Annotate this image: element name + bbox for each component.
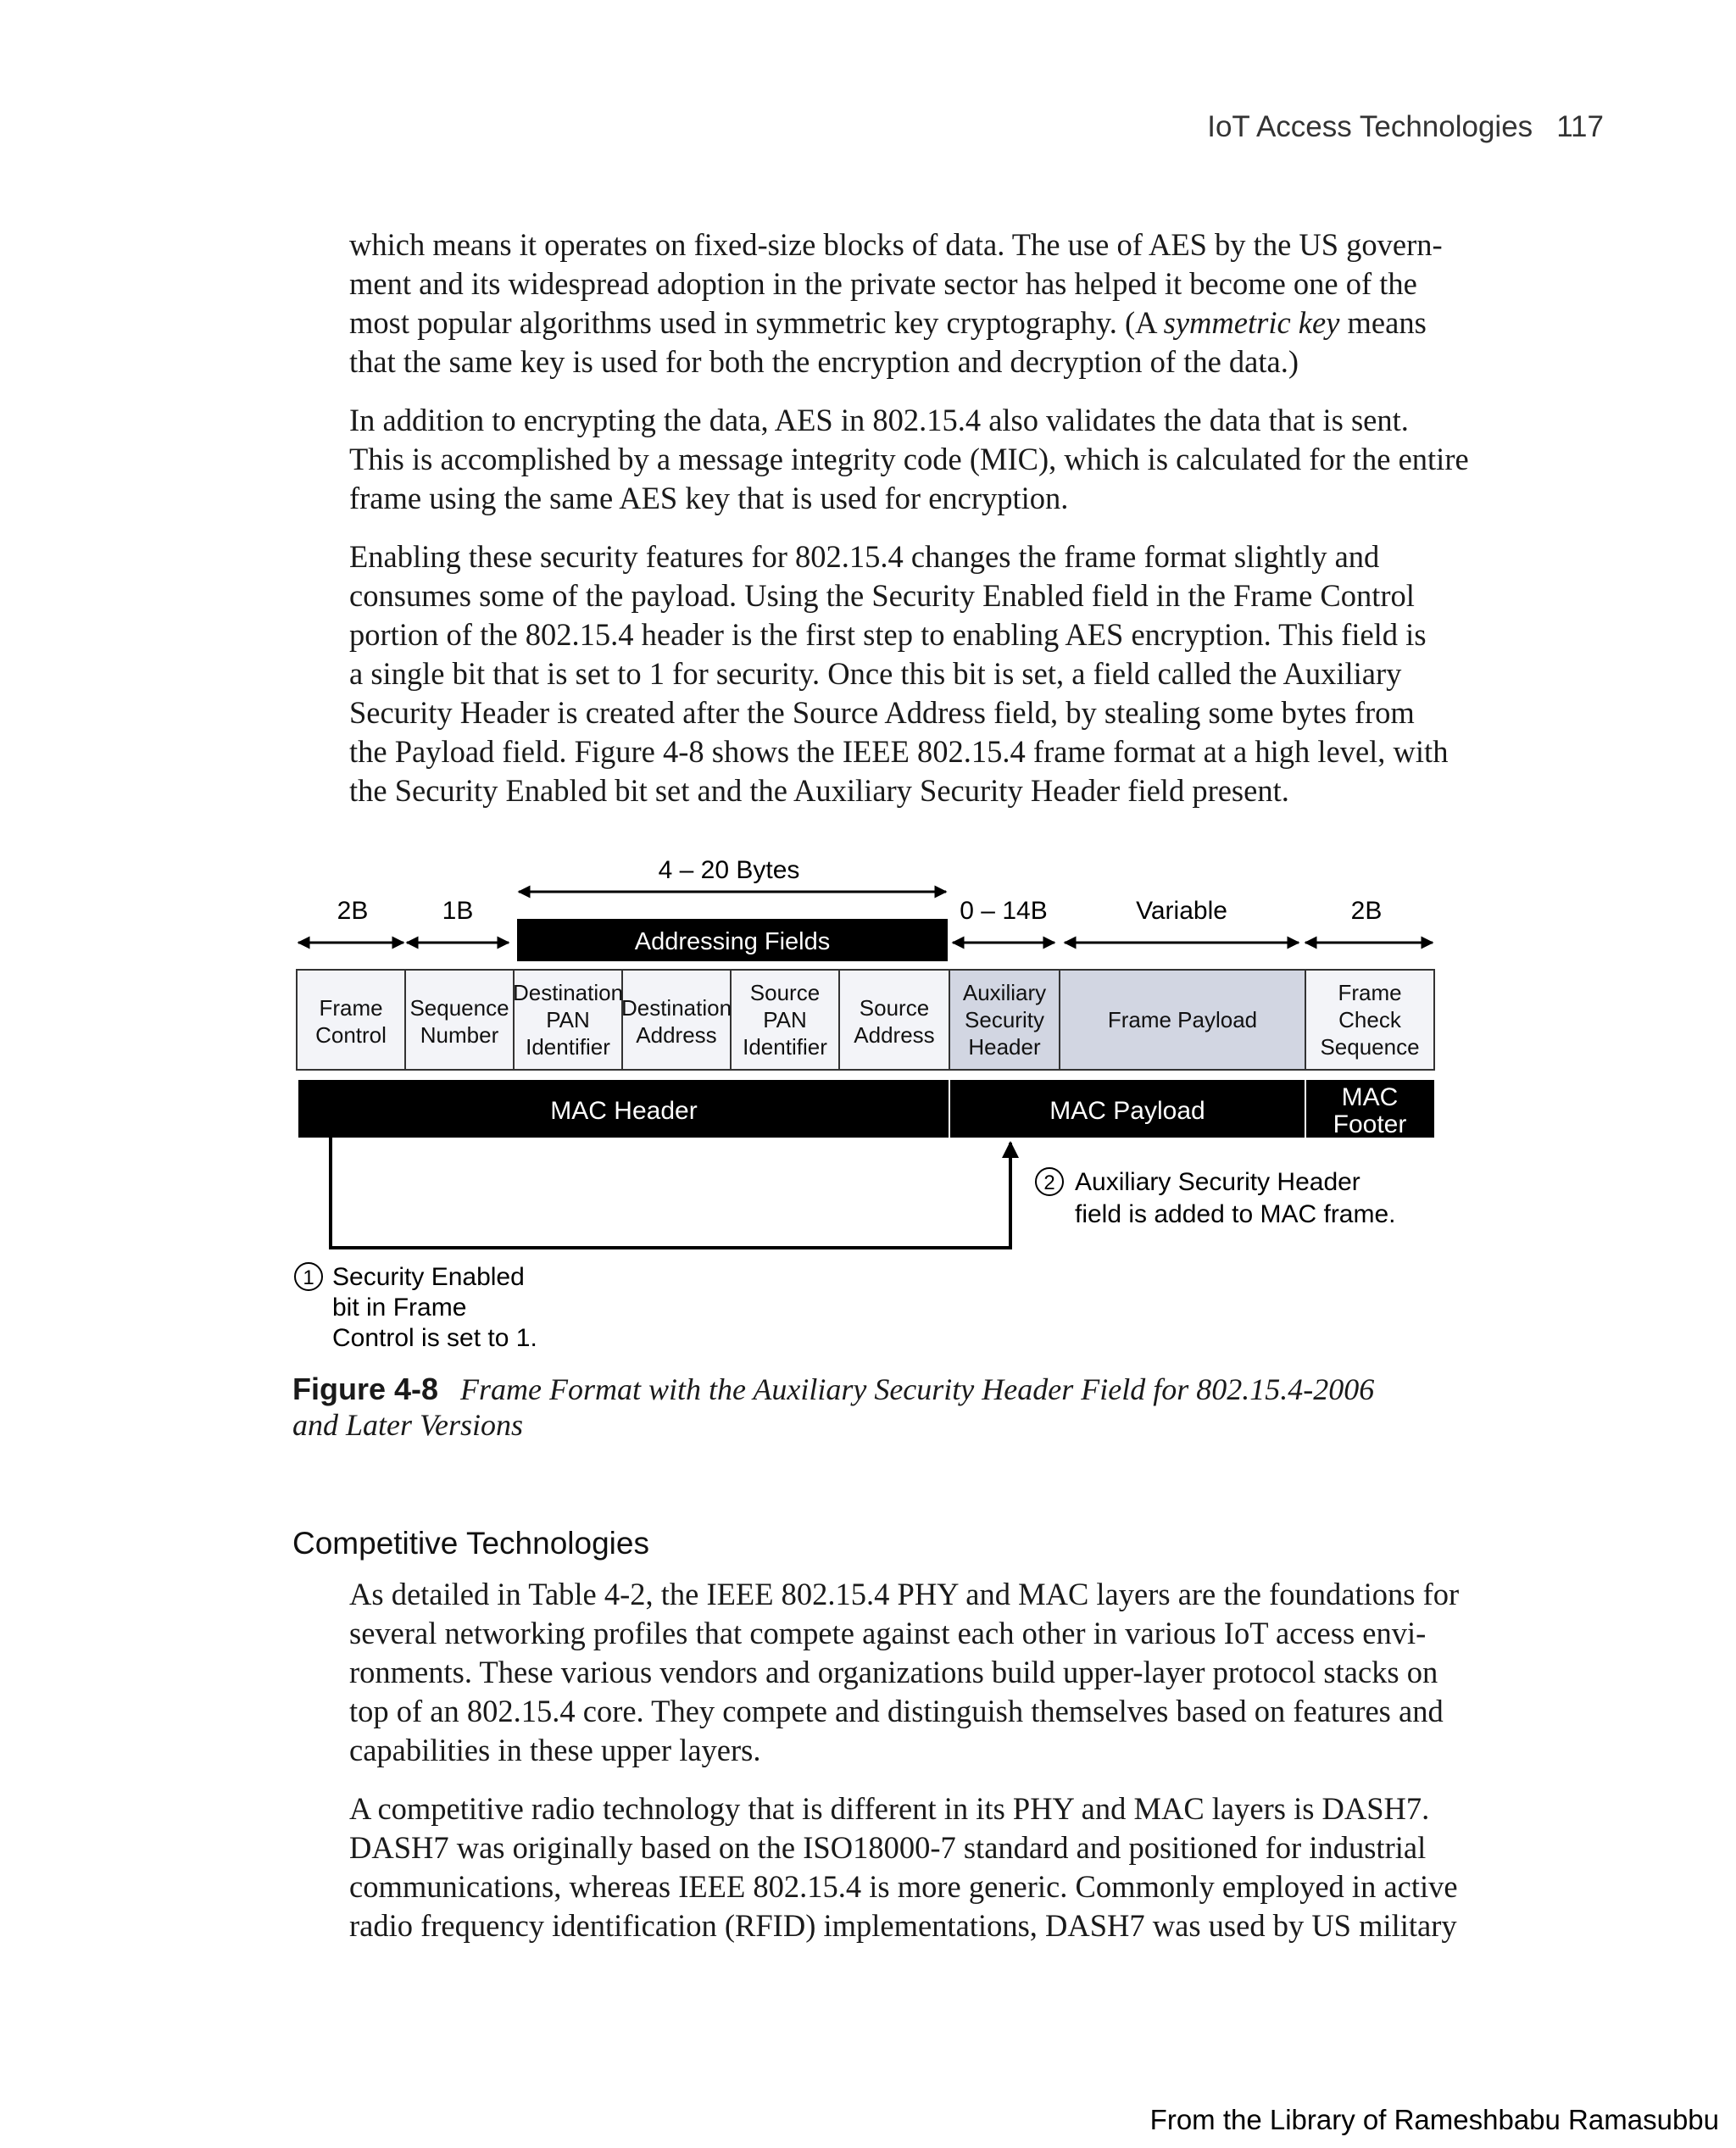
- callout-1-number: 1: [303, 1266, 314, 1289]
- addressing-fields-label: Addressing Fields: [634, 928, 831, 955]
- paragraph: [349, 401, 1502, 518]
- text-line: frame using the same AES key that is used for encryption.: [349, 481, 1069, 515]
- text-line: In addition to encrypting the data, AES in 802.15.4 also validates the data that is sent.: [349, 403, 1409, 437]
- field-label-line: Security: [965, 1007, 1044, 1032]
- field-label-line: Address: [636, 1022, 717, 1048]
- field-label-line: Sequence: [409, 995, 509, 1021]
- mac-footer-label: Footer: [1333, 1110, 1407, 1138]
- field-label-line: Check: [1338, 1007, 1401, 1032]
- text-line: the Security Enabled bit set and the Auxiliary Security Header field present.: [349, 773, 1289, 808]
- paragraph: [349, 225, 1502, 381]
- callout-2-line: Auxiliary Security Header: [1075, 1168, 1360, 1196]
- field-label-line: Auxiliary: [962, 980, 1047, 1005]
- field-label-line: PAN: [546, 1007, 590, 1032]
- field-label-line: Source: [749, 980, 821, 1005]
- text-line: As detailed in Table 4-2, the IEEE 802.15.4 PHY and MAC layers are the foundations for: [349, 1577, 1460, 1611]
- paragraph: [349, 1789, 1502, 1945]
- field-label-line: Frame Payload: [1107, 1007, 1258, 1032]
- text-line: that the same key is used for both the encryption and decryption of the data.): [349, 344, 1299, 379]
- mac-bar: [298, 1080, 1434, 1138]
- size-label-fcs: 2B: [1350, 897, 1383, 925]
- text-line: top of an 802.15.4 core. They compete and distinguish themselves based on features and: [349, 1694, 1444, 1728]
- size-label-aux: 0 – 14B: [960, 897, 1048, 925]
- text-line: several networking profiles that compete against each other in various IoT access envi-: [349, 1616, 1427, 1650]
- field-label-line: Source: [859, 995, 930, 1021]
- field-label-line: Header: [968, 1034, 1041, 1060]
- figure-caption: [292, 1372, 1496, 1443]
- text-line: capabilities in these upper layers.: [349, 1733, 761, 1767]
- running-head-title: IoT Access Technologies: [1207, 110, 1533, 143]
- body-text-bottom: [349, 1575, 1502, 1965]
- section-heading: Competitive Technologies: [292, 1526, 649, 1561]
- text-line: A competitive radio technology that is different in its PHY and MAC layers is DASH7.: [349, 1791, 1430, 1826]
- callout-2-number: 2: [1043, 1171, 1055, 1194]
- field-label-line: Address: [854, 1022, 935, 1048]
- page-number: 117: [1556, 110, 1604, 143]
- field-label-line: Number: [420, 1022, 499, 1048]
- text-run: most popular algorithms used in symmetric key cryptography. (A: [349, 305, 1164, 340]
- field-label-line: Frame: [319, 995, 383, 1021]
- text-line: This is accomplished by a message integrity code (MIC), which is calculated for the entire: [349, 442, 1469, 476]
- text-line: Security Header is created after the Source Address field, by stealing some bytes from: [349, 695, 1415, 730]
- text-line: DASH7 was originally based on the ISO18000-7 standard and positioned for industrial: [349, 1830, 1427, 1865]
- text-line: the Payload field. Figure 4-8 shows the IEEE 802.15.4 frame format at a high level, with: [349, 734, 1449, 769]
- callout-connector: [331, 1138, 1010, 1248]
- text-line: ment and its widespread adoption in the private sector has helped it become one of the: [349, 266, 1417, 301]
- field-label-line: Sequence: [1320, 1034, 1420, 1060]
- size-label-sequence: 1B: [442, 897, 474, 925]
- size-label-frame-control: 2B: [337, 897, 369, 925]
- field-label-line: PAN: [763, 1007, 807, 1032]
- caption-line: [292, 1372, 1496, 1407]
- field-label-line: Identifier: [526, 1034, 610, 1060]
- field-label-line: Destination: [512, 980, 624, 1005]
- figure-title: Frame Format with the Auxiliary Security Header Field for 802.15.4-2006: [460, 1372, 1375, 1406]
- field-label-line: Frame: [1338, 980, 1402, 1005]
- text-line: [349, 303, 1502, 342]
- field-label-line: Control: [315, 1022, 387, 1048]
- callout-1-line: Security Enabled: [332, 1263, 525, 1291]
- text-line: radio frequency identification (RFID) implementations, DASH7 was used by US military: [349, 1908, 1457, 1943]
- mac-payload-label: MAC Payload: [1049, 1097, 1205, 1125]
- callout-2-line: field is added to MAC frame.: [1075, 1200, 1396, 1228]
- body-text-top: [349, 225, 1502, 830]
- mac-footer-label: MAC: [1341, 1083, 1399, 1111]
- text-run: means: [1339, 305, 1427, 340]
- field-label-line: Destination: [620, 995, 732, 1021]
- text-line: which means it operates on fixed-size blocks of data. The use of AES by the US govern-: [349, 227, 1443, 262]
- figure-title-cont: and Later Versions: [292, 1408, 524, 1442]
- text-line: a single bit that is set to 1 for security. Once this bit is set, a field called the Auxiliary: [349, 656, 1402, 691]
- size-label-payload: Variable: [1136, 897, 1227, 925]
- text-line: consumes some of the payload. Using the Security Enabled field in the Frame Control: [349, 578, 1415, 613]
- italic-term: symmetric key: [1163, 305, 1340, 340]
- text-line: ronments. These various vendors and organizations build upper-layer protocol stacks on: [349, 1655, 1438, 1689]
- frame-format-diagram: [288, 844, 1458, 1363]
- text-line: Enabling these security features for 802.15.4 changes the frame format slightly and: [349, 539, 1380, 574]
- field-label-line: Identifier: [743, 1034, 827, 1060]
- addressing-span-label: 4 – 20 Bytes: [658, 856, 800, 884]
- running-head: [1207, 110, 1604, 144]
- figure-number: Figure 4-8: [292, 1372, 439, 1406]
- text-line: portion of the 802.15.4 header is the first step to enabling AES encryption. This field is: [349, 617, 1427, 652]
- paragraph: [349, 537, 1502, 810]
- text-line: communications, whereas IEEE 802.15.4 is more generic. Commonly employed in active: [349, 1869, 1458, 1904]
- mac-header-label: MAC Header: [550, 1097, 698, 1125]
- library-footer-note: From the Library of Rameshbabu Ramasubbu: [1149, 2104, 1719, 2135]
- callout-1-line: Control is set to 1.: [332, 1324, 537, 1352]
- paragraph: [349, 1575, 1502, 1770]
- callout-1-line: bit in Frame: [332, 1294, 467, 1322]
